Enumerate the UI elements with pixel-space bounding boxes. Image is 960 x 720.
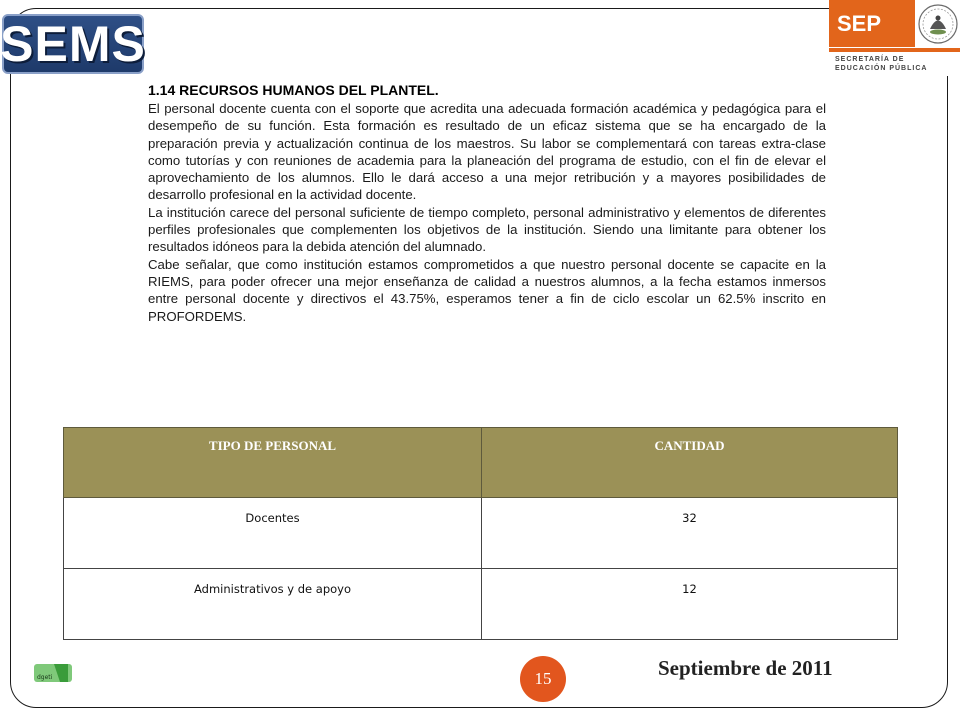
sems-logo-text: SEMS [0, 16, 146, 72]
sems-logo [2, 14, 144, 74]
sep-logo-bar [829, 48, 960, 52]
page-number-badge [520, 656, 566, 702]
dgeti-logo-text: dgeti [37, 674, 53, 681]
table-row [64, 498, 898, 569]
header-tipo-de-personal: TIPO DE PERSONAL [64, 428, 482, 498]
footer-date: Septiembre de 2011 [658, 656, 833, 680]
paragraph-shortage: La institución carece del personal suficiente de tiempo completo, personal administrativo y elementos de diferentes perfiles profesionales que complementen los objetivos de la institución. Siendo una limitante para obtener los resultados idóneos para la debida atención del alumnado. [148, 204, 826, 255]
staff-table [63, 427, 898, 640]
table-header-row [64, 428, 898, 498]
sep-logo-subtitle [835, 55, 927, 73]
cell-quantity: 12 [482, 569, 898, 640]
sep-logo-block [829, 0, 915, 47]
dgeti-logo-icon [34, 660, 72, 684]
section-title: 1.14 RECURSOS HUMANOS DEL PLANTEL. [148, 82, 439, 98]
cell-quantity: 32 [482, 498, 898, 569]
table-row [64, 569, 898, 640]
sep-logo [829, 0, 960, 76]
sep-logo-text: SEP [837, 10, 882, 36]
header-cantidad: CANTIDAD [482, 428, 898, 498]
section-content [148, 80, 826, 325]
paragraph-training: El personal docente cuenta con el soporte que acredita una adecuada formación académica y pedagógica para el desempeño de su función. Esta formación es resultado de un eficaz sistema que se ha encargado de la preparación previa y actualización continua de los maestros. Su labor se complementará con tareas extra-clase como tutorías y con reuniones de academia para la planeación del programa de estudio, con el fin de elevar el aprovechamiento de los alumnos. Ello le dará acceso a una mejor retribución y a mayores posibilidades de desarrollo profesional en la actividad docente. [148, 101, 826, 203]
sep-subtitle-line2: EDUCACIÓN PÚBLICA [835, 65, 928, 72]
paragraph-riems: Cabe señalar, que como institución estamos comprometidos a que nuestro personal docente se capacite en la RIEMS, para poder ofrecer una mejor enseñanza de calidad a nuestros alumnos, a la fecha estamos inmersos entre personal docente y directivos el 43.75%, esperamos tener a fin de ciclo escolar un 62.5% inscrito en PROFORDEMS. [148, 256, 826, 324]
cell-personal-type: Administrativos y de apoyo [64, 569, 482, 640]
mexico-seal-icon [917, 2, 959, 46]
cell-personal-type: Docentes [64, 498, 482, 569]
sep-subtitle-line1: SECRETARÍA DE [835, 56, 905, 63]
page-number: 15 [534, 669, 552, 688]
